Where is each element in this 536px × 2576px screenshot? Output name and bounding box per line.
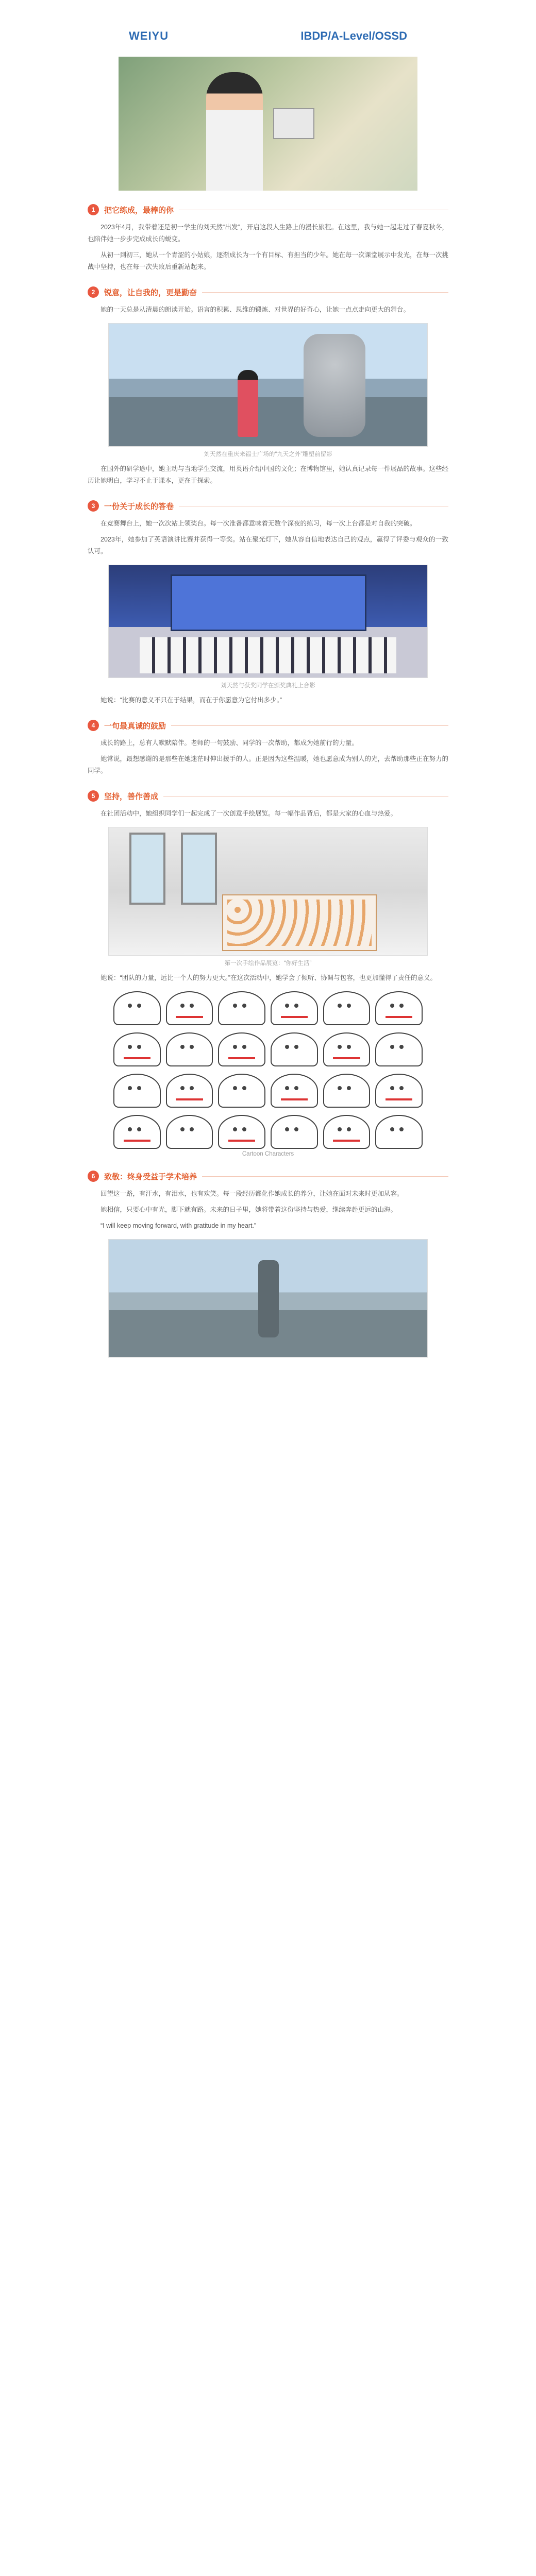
photo-caption: 刘天然与获奖同学在颁奖典礼上合影 [221, 683, 315, 689]
statue-figure [258, 1260, 279, 1337]
cartoon-sketch [323, 1074, 371, 1108]
award-group [140, 637, 396, 673]
photo-caption: 第一次手绘作品展览：“你好生活” [224, 960, 312, 967]
cartoon-sketch [113, 1115, 161, 1149]
paragraph: 在国外的研学途中，她主动与当地学生交流，用英语介绍中国的文化；在博物馆里，她认真记录每一件展品的故事。这些经历让她明白，学习不止于课本，更在于探索。 [88, 465, 449, 484]
section-title: 一份关于成长的答卷 [104, 502, 174, 511]
photo-mountain-statue [108, 323, 428, 447]
paragraph: 2023年4月，我带着还是初一学生的刘天然“出发”，开启这段人生路上的漫长旅程。在这里，我与她一起走过了春夏秋冬，也陪伴她一步步完成成长的蜕变。 [88, 224, 448, 243]
paragraph: 她相信，只要心中有光，脚下就有路。未来的日子里，她将带着这份坚持与热爱，继续奔赴更远的山海。 [100, 1206, 397, 1213]
cartoon-sketch [375, 1115, 423, 1149]
section-title: 把它练成，最棒的你 [104, 206, 174, 215]
section-divider [171, 725, 448, 726]
photo-caption: 刘天然在重庆来福士广场的“九天之外”雕塑前留影 [204, 451, 332, 457]
section-4-heading [88, 720, 448, 731]
statue-shape [304, 334, 365, 437]
cartoon-sketch [166, 991, 213, 1025]
cartoon-sketch [323, 1115, 371, 1149]
section-title: 锐意，让自我的，更是勤奋 [104, 288, 197, 297]
paragraph-quote: “I will keep moving forward, with gratitude in my heart.” [100, 1222, 257, 1229]
paragraph: 她的一天总是从清晨的朗读开始。语言的积累、思维的锻炼、对世界的好奇心，让她一点点走向更大的舞台。 [100, 306, 410, 313]
article-content [88, 204, 448, 1358]
paragraph: 从初一到初三，她从一个青涩的小姑娘，逐渐成长为一个有目标、有担当的少年。她在每一次课堂展示中发光，在每一次挑战中坚持，也在每一次失败后重新站起来。 [88, 251, 449, 270]
section-number: 6 [88, 1171, 99, 1182]
window-shape [181, 833, 217, 905]
girl-figure [238, 370, 258, 437]
section-number: 3 [88, 500, 99, 512]
cartoon-sketch [218, 1032, 265, 1066]
paragraph: 她说：“比赛的意义不只在于结果，而在于你愿意为它付出多少。” [100, 697, 282, 704]
photo-award-stage [108, 565, 428, 678]
cartoon-sketch [271, 991, 318, 1025]
brand-right: IBDP/A-Level/OSSD [300, 29, 407, 42]
section-title: 坚持，善作善成 [104, 792, 159, 801]
brand-left: WEIYU [129, 29, 169, 42]
section-3-heading [88, 500, 448, 512]
section-1-heading [88, 204, 448, 215]
section-6-heading [88, 1171, 448, 1182]
section-number: 5 [88, 790, 99, 802]
cartoon-sketch [166, 1074, 213, 1108]
cartoon-sketch [113, 1032, 161, 1066]
section-2-heading [88, 286, 448, 298]
paragraph: 成长的路上，总有人默默陪伴。老师的一句鼓励、同学的一次帮助，都成为她前行的力量。 [100, 739, 359, 747]
cartoon-sketch [323, 1032, 371, 1066]
section-number: 4 [88, 720, 99, 731]
cartoon-sketch [113, 991, 161, 1025]
cartoon-sketch [218, 991, 265, 1025]
cartoon-sketch [113, 1074, 161, 1108]
section-5-heading [88, 790, 448, 802]
section-number: 1 [88, 204, 99, 215]
paragraph: 2023年，她参加了英语演讲比赛并获得一等奖。站在聚光灯下，她从容自信地表达自己的观点，赢得了评委与观众的一致认可。 [88, 536, 448, 555]
cartoon-sketch [271, 1074, 318, 1108]
section-number: 2 [88, 286, 99, 298]
paragraph: 她常说，最想感谢的是那些在她迷茫时伸出援手的人。正是因为这些温暖，她也愿意成为别人的光，去帮助那些正在努力的同学。 [88, 755, 449, 774]
window-shape [129, 833, 165, 905]
paragraph: 她说：“团队的力量，远比一个人的努力更大。”在这次活动中，她学会了倾听、协调与包容，也更加懂得了责任的意义。 [100, 974, 437, 981]
cartoon-sketch [166, 1115, 213, 1149]
stage-screen [171, 574, 366, 631]
cartoon-sketch [323, 991, 371, 1025]
header-banner [0, 15, 536, 57]
photo-landscape [108, 1239, 428, 1358]
photo-exhibition-room [108, 827, 428, 956]
hero-person [206, 72, 263, 191]
section-divider [202, 292, 448, 293]
section-divider [202, 1176, 448, 1177]
cartoon-sketch [375, 1032, 423, 1066]
cartoon-sketch [166, 1032, 213, 1066]
hero-photo [119, 57, 417, 191]
cartoon-sketch-grid [113, 991, 423, 1149]
cartoon-sketch [218, 1074, 265, 1108]
cartoon-sketch [218, 1115, 265, 1149]
cartoon-sketch [375, 991, 423, 1025]
sketch-caption: Cartoon Characters [242, 1151, 294, 1157]
hero-sign [273, 108, 314, 139]
paragraph: 在社团活动中，她组织同学们一起完成了一次创意手绘展览。每一幅作品背后，都是大家的心血与热爱。 [100, 810, 397, 817]
drawing-board [222, 894, 377, 951]
section-title: 一句最真诚的鼓励 [104, 721, 166, 731]
cartoon-sketch [271, 1115, 318, 1149]
cartoon-sketch [271, 1032, 318, 1066]
paragraph: 在竞赛舞台上，她一次次站上领奖台。每一次准备都意味着无数个深夜的练习，每一次上台都是对自我的突破。 [100, 520, 416, 527]
section-title: 致敬：终身受益于学术培养 [104, 1172, 197, 1181]
paragraph: 回望这一路，有汗水，有泪水，也有欢笑。每一段经历都化作她成长的养分，让她在面对未来时更加从容。 [100, 1190, 404, 1197]
cartoon-sketch [375, 1074, 423, 1108]
